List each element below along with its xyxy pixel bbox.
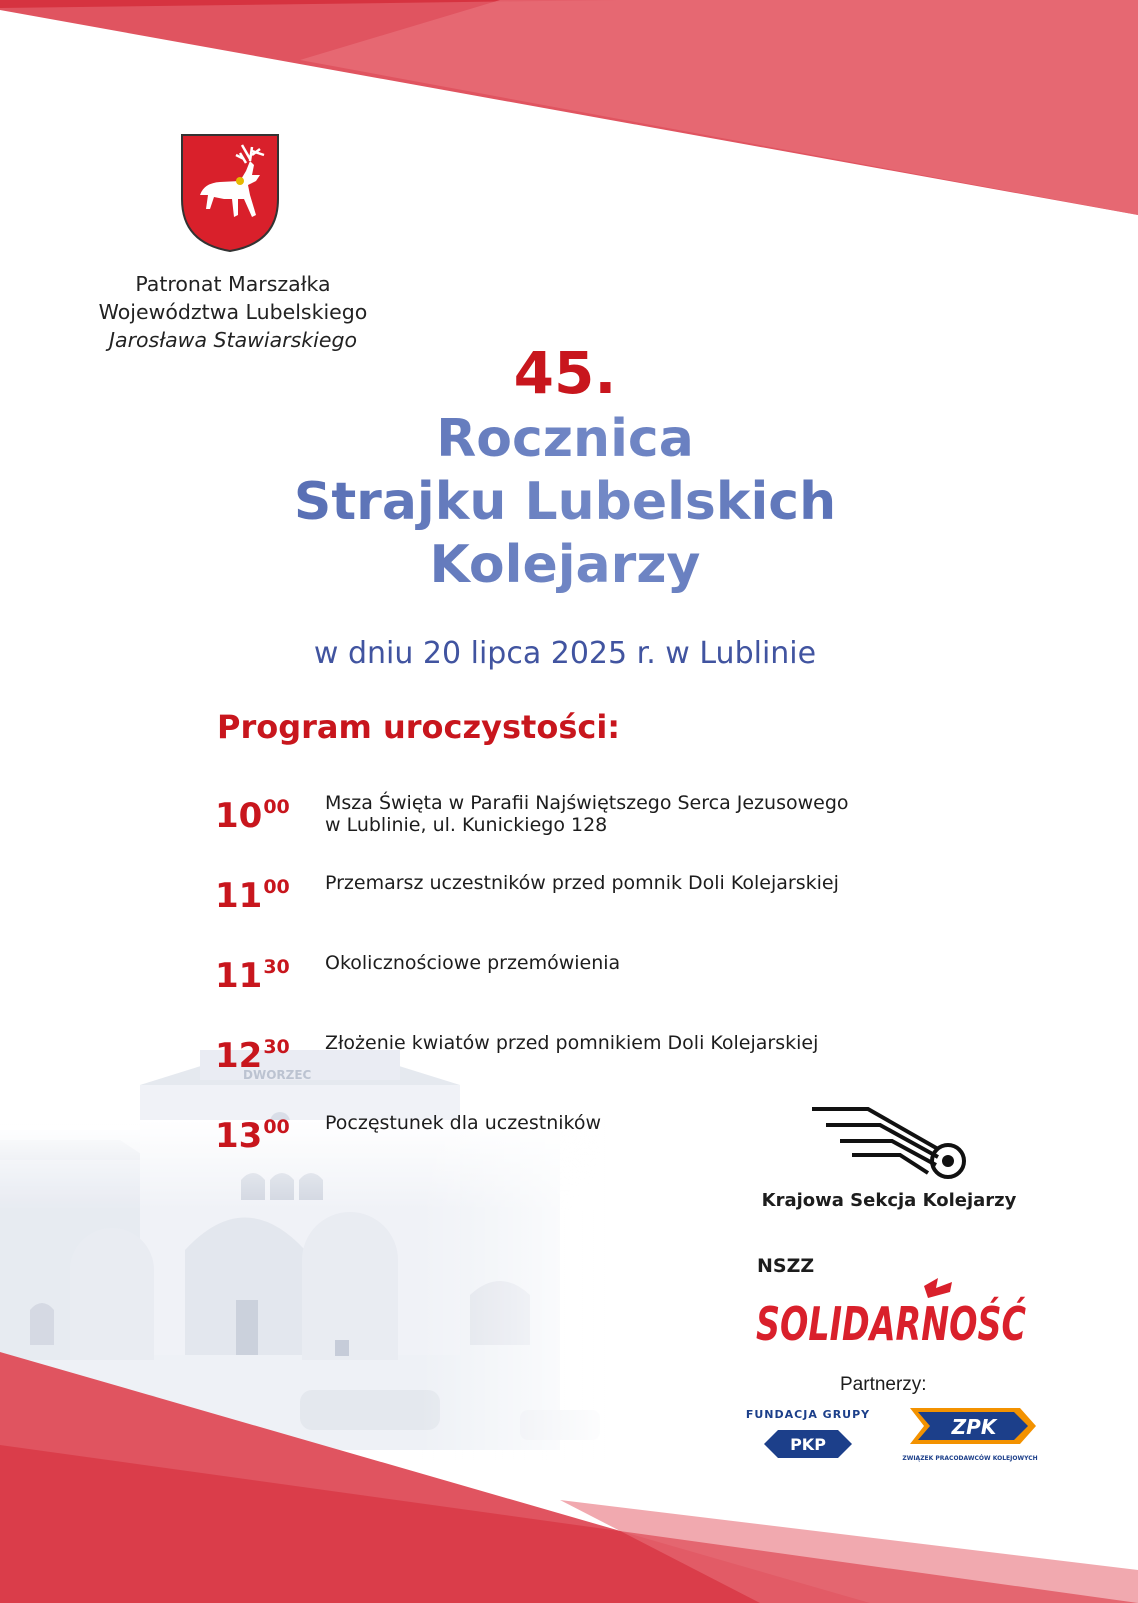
top-red-band-light bbox=[300, 0, 1138, 215]
solidarnosc-text: SOLIDARNOŚĆ bbox=[756, 1297, 1027, 1351]
photo-sign: DWORZEC bbox=[243, 1068, 312, 1082]
patron-line-1: Patronat Marszałka bbox=[135, 272, 331, 296]
program-desc: Msza Święta w Parafii Najświętszego Serca Jezusowego w Lublinie, ul. Kunickiego 128 bbox=[325, 792, 849, 836]
program-title: Program uroczystości: bbox=[217, 708, 621, 746]
zpk-text: ZPK bbox=[951, 1415, 997, 1439]
program-time: $10^{00}$ bbox=[215, 796, 290, 836]
program-time: $11^{00}$ bbox=[215, 876, 290, 916]
program-item bbox=[215, 870, 975, 950]
program-desc: Złożenie kwiatów przed pomnikiem Doli Kolejarskiej bbox=[325, 1032, 819, 1054]
railway-wing-icon bbox=[808, 1105, 978, 1185]
zpk-logo-icon bbox=[890, 1404, 1050, 1466]
program-desc: Okolicznościowe przemówienia bbox=[325, 952, 621, 974]
ksk-label: Krajowa Sekcja Kolejarzy bbox=[761, 1190, 1017, 1211]
zpk-subtext: ZWIĄZEK PRACODAWCÓW KOLEJOWYCH bbox=[902, 1455, 1038, 1462]
anniversary-number: 45. bbox=[513, 339, 617, 407]
nszz-label: NSZZ bbox=[757, 1255, 815, 1277]
program-time: $12^{30}$ bbox=[215, 1036, 290, 1076]
program-item bbox=[215, 790, 975, 870]
patron-line-2: Województwa Lubelskiego bbox=[98, 300, 368, 324]
program-desc: Przemarsz uczestników przed pomnik Doli Kolejarskiej bbox=[325, 872, 839, 894]
title-line-2: Strajku Lubelskich bbox=[180, 471, 950, 534]
program-time: $11^{30}$ bbox=[215, 956, 290, 996]
title-line-1: Rocznica bbox=[180, 408, 950, 471]
title-line-3: Kolejarzy bbox=[180, 534, 950, 597]
event-heading bbox=[180, 338, 950, 597]
pkp-top-text: FUNDACJA GRUPY bbox=[745, 1408, 871, 1421]
event-date: w dniu 20 lipca 2025 r. w Lublinie bbox=[313, 636, 817, 671]
pkp-foundation-logo-icon bbox=[738, 1404, 878, 1464]
pkp-text: PKP bbox=[790, 1435, 826, 1454]
program-time: $13^{00}$ bbox=[215, 1116, 290, 1156]
partners-label: Partnerzy: bbox=[840, 1374, 927, 1395]
lublin-crest-icon bbox=[180, 133, 280, 253]
program-desc: Poczęstunek dla uczestników bbox=[325, 1112, 602, 1134]
program-item bbox=[215, 950, 975, 1030]
program-item bbox=[215, 1030, 975, 1110]
solidarnosc-logo-icon bbox=[752, 1278, 1034, 1350]
patron-line-3: Jarosława Stawiarskiego bbox=[108, 328, 358, 352]
